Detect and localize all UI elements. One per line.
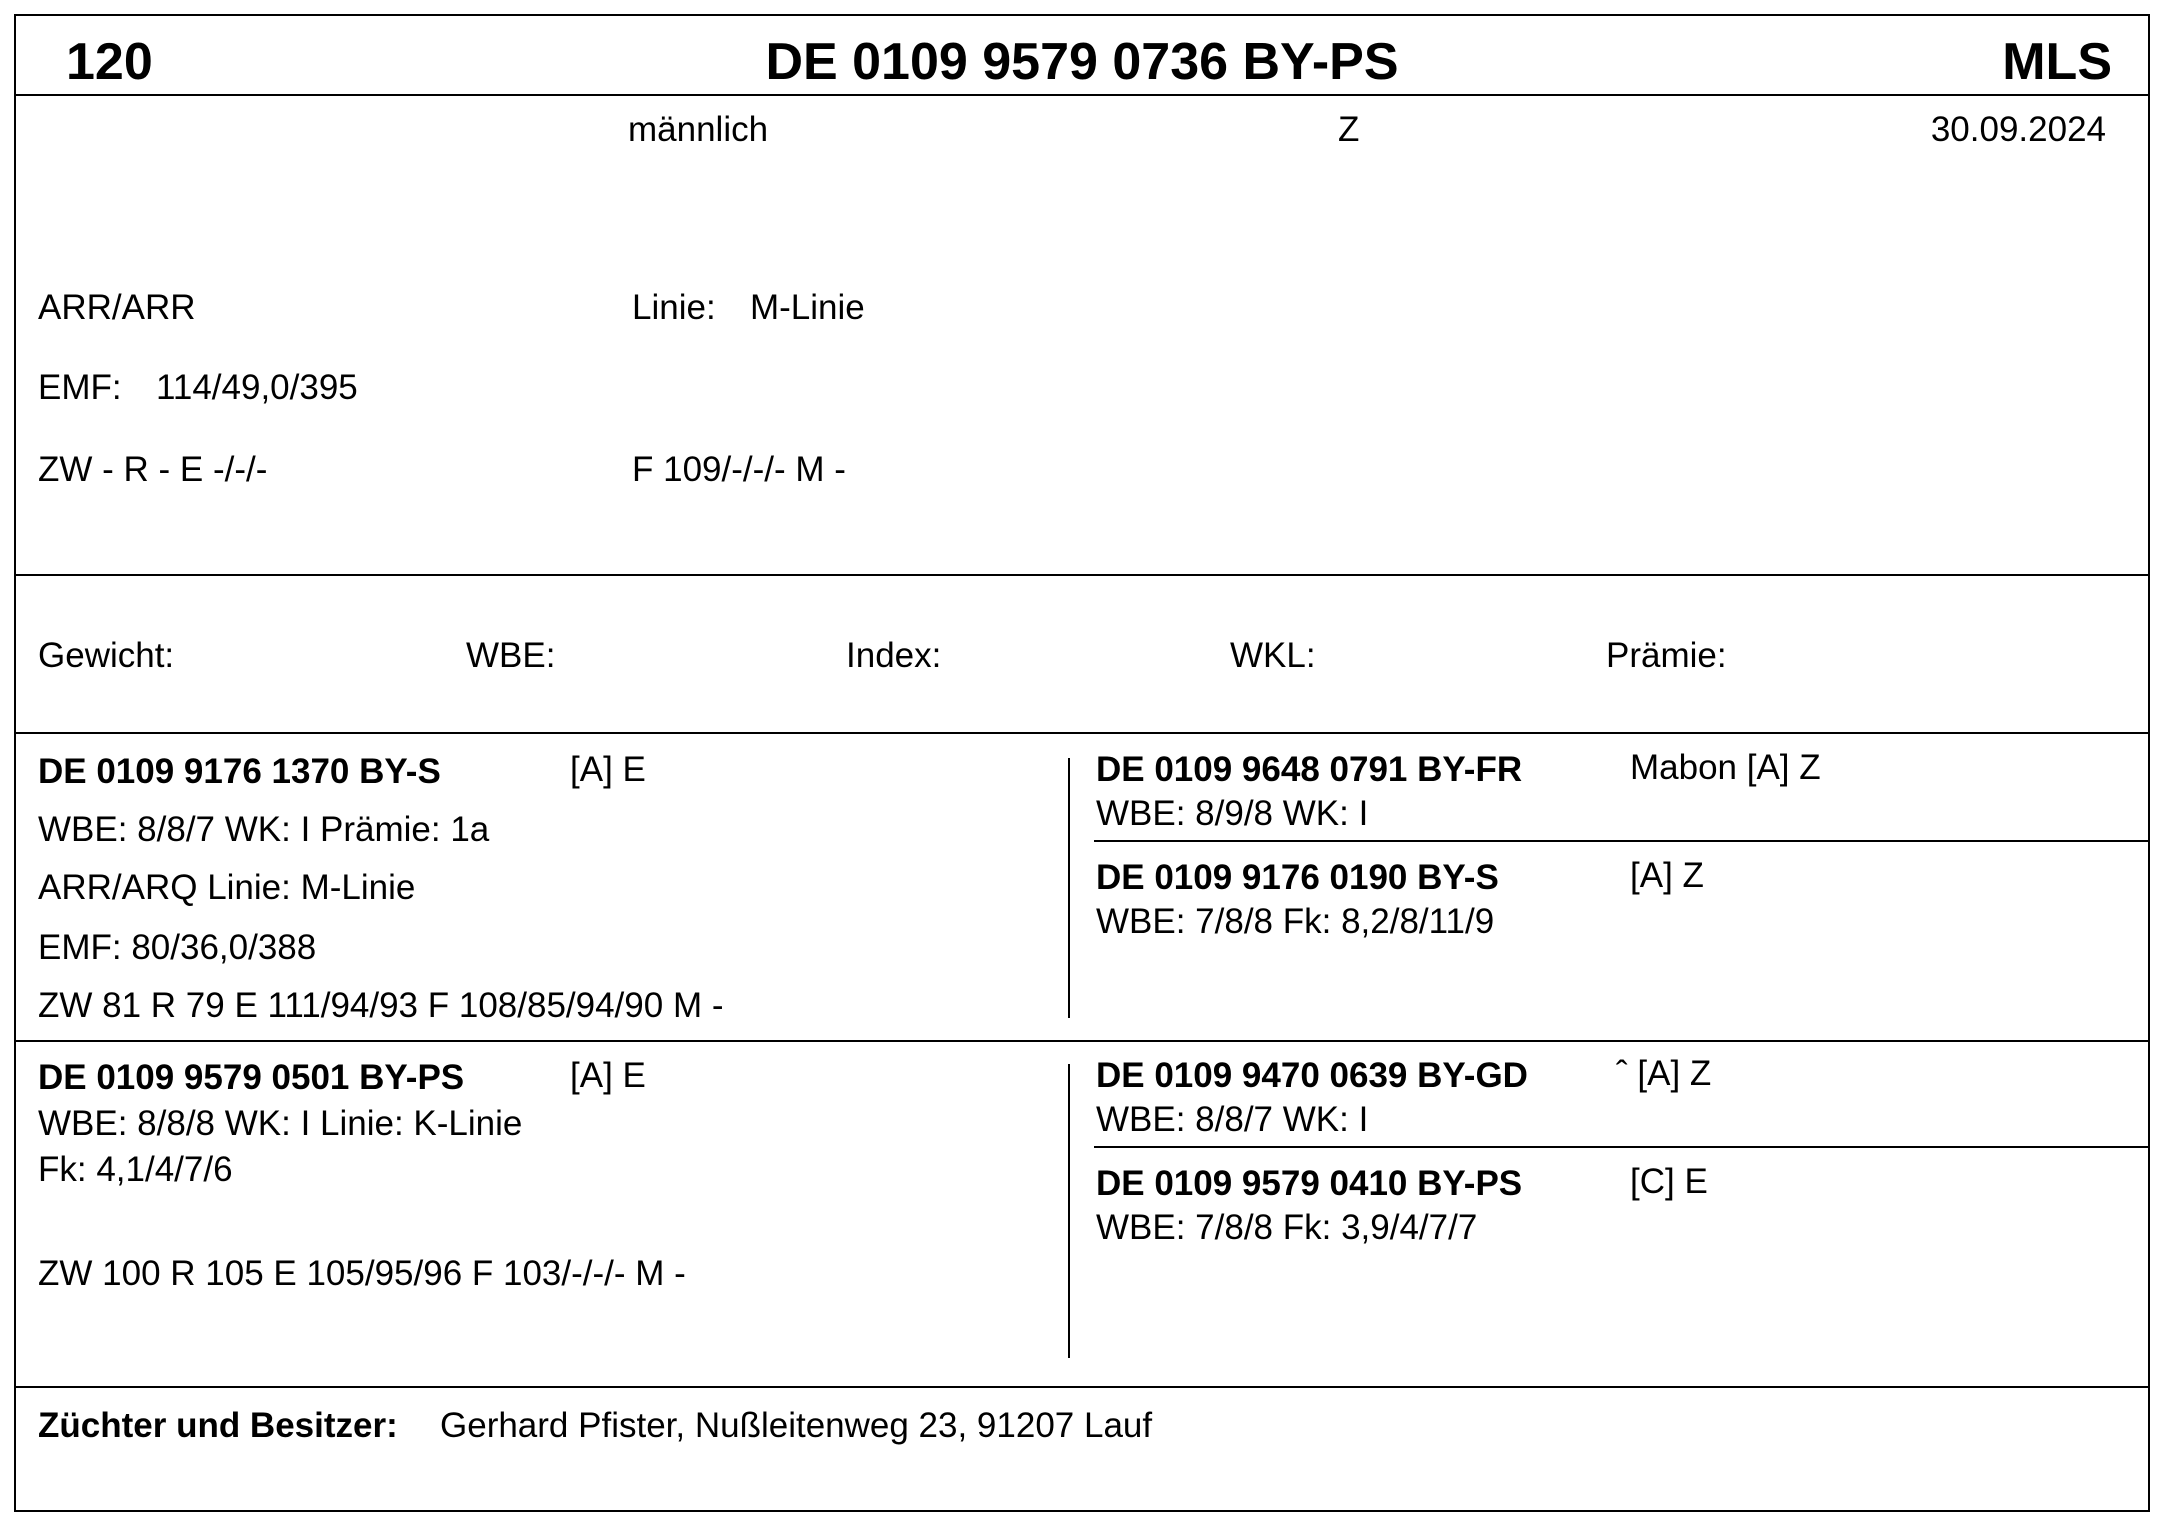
dam-sire-tags: ˆ [A] Z (1616, 1054, 1712, 1093)
sire-column-divider (1068, 758, 1070, 1018)
emf-label: EMF: (38, 368, 122, 407)
line-value: M-Linie (750, 288, 865, 327)
dam-tags: [A] E (570, 1056, 646, 1095)
line-label: Linie: (632, 288, 716, 327)
fields-divider (16, 732, 2148, 734)
pedigree-card (14, 14, 2150, 1512)
breeder-divider (16, 1386, 2148, 1388)
index-field: Index: (846, 636, 942, 675)
breeding-values: ZW - R - E -/-/- (38, 450, 268, 489)
ring-number-title: DE 0109 9579 0736 BY-PS (765, 33, 1399, 91)
genotype: ARR/ARR (38, 288, 196, 327)
sire-sire-wbe: WBE: 8/9/8 WK: I (1096, 794, 1369, 833)
sire-wbe: WBE: 8/8/7 WK: I Prämie: 1a (38, 810, 490, 849)
breeder-value: Gerhard Pfister, Nußleitenweg 23, 91207 Lauf (440, 1406, 1153, 1445)
wbe-field: WBE: (466, 636, 556, 675)
info-divider (16, 574, 2148, 576)
breeding-code: Z (1338, 110, 1360, 149)
dam-dam-tags: [C] E (1630, 1162, 1708, 1201)
sire-dam-wbe: WBE: 7/8/8 Fk: 8,2/8/11/9 (1096, 902, 1495, 941)
breed-code: MLS (2002, 33, 2112, 91)
sire-ancestors-divider (1094, 840, 2148, 842)
sire-sire-tags: Mabon [A] Z (1630, 748, 1821, 787)
dam-ancestors-divider (1094, 1146, 2148, 1148)
date: 30.09.2024 (1930, 110, 2106, 149)
sire-ring: DE 0109 9176 1370 BY-S (38, 752, 441, 791)
dam-fk: Fk: 4,1/4/7/6 (38, 1150, 233, 1189)
dam-dam-wbe: WBE: 7/8/8 Fk: 3,9/4/7/7 (1096, 1208, 1478, 1247)
sex: männlich (628, 110, 769, 149)
dam-wbe: WBE: 8/8/8 WK: I Linie: K-Linie (38, 1104, 523, 1143)
sire-tags: [A] E (570, 750, 646, 789)
sire-genotype-line: ARR/ARQ Linie: M-Linie (38, 868, 416, 907)
header-divider (16, 94, 2148, 96)
sire-dam-ring: DE 0109 9176 0190 BY-S (1096, 858, 1499, 897)
f-values: F 109/-/-/- M - (632, 450, 846, 489)
sire-dam-tags: [A] Z (1630, 856, 1704, 895)
dam-sire-ring: DE 0109 9470 0639 BY-GD (1096, 1056, 1528, 1095)
dam-breeding-values: ZW 100 R 105 E 105/95/96 F 103/-/-/- M - (38, 1254, 686, 1293)
dam-dam-ring: DE 0109 9579 0410 BY-PS (1096, 1164, 1523, 1203)
breeder-label: Züchter und Besitzer: (38, 1406, 398, 1445)
dam-sire-wbe: WBE: 8/8/7 WK: I (1096, 1100, 1369, 1139)
dam-ring: DE 0109 9579 0501 BY-PS (38, 1058, 465, 1097)
praemie-field: Prämie: (1606, 636, 1727, 675)
sire-sire-ring: DE 0109 9648 0791 BY-FR (1096, 750, 1523, 789)
emf-value: 114/49,0/395 (156, 368, 358, 407)
sire-emf: EMF: 80/36,0/388 (38, 928, 317, 967)
sire-dam-divider (16, 1040, 2148, 1042)
dam-column-divider (1068, 1064, 1070, 1358)
card-number: 120 (66, 33, 153, 91)
sire-breeding-values: ZW 81 R 79 E 111/94/93 F 108/85/94/90 M - (38, 986, 724, 1025)
wkl-field: WKL: (1230, 636, 1316, 675)
weight-field: Gewicht: (38, 636, 175, 675)
